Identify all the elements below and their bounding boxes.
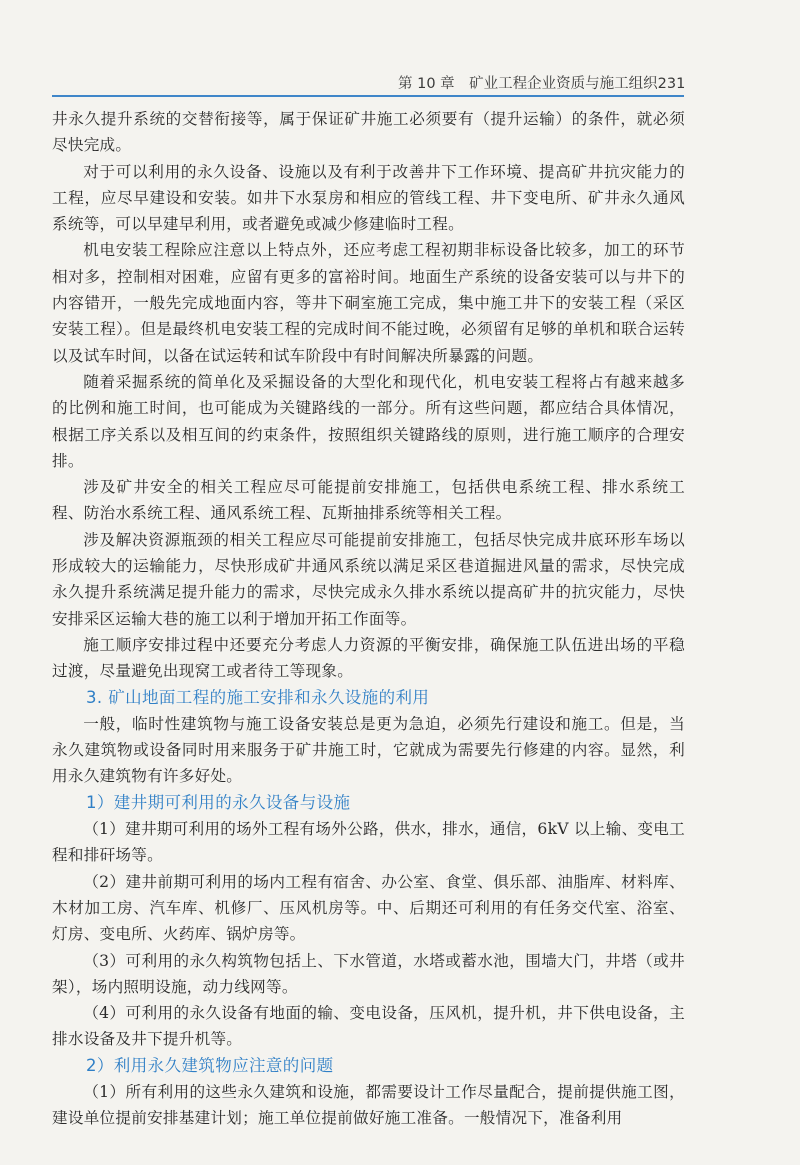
list-item: （1）建井期可利用的场外工程有场外公路，供水，排水，通信，6kV 以上输、变电工程和排矸场等。: [52, 820, 685, 865]
list-item: （2）建井前期可利用的场内工程有宿舍、办公室、食堂、俱乐部、油脂库、材料库、木材加工房、汽车库、机修厂、压风机房等。中、后期还可利用的有任务交代室、浴室、灯房、变电所、火药库、锅炉房等。: [52, 872, 685, 944]
paragraph: 涉及矿井安全的相关工程应尽可能提前安排施工，包括供电系统工程、排水系统工程、防治水系统工程、通风系统工程、瓦斯抽排系统等相关工程。: [52, 478, 685, 523]
section-heading: 3. 矿山地面工程的施工安排和永久设施的利用: [86, 687, 430, 707]
page-number: 231: [657, 76, 686, 92]
list-item: （4）可利用的永久设备有地面的输、变电设备，压风机，提升机，井下供电设备，主排水设备及井下提升机等。: [52, 1004, 685, 1049]
paragraph: 机电安装工程除应注意以上特点外，还应考虑工程初期非标设备比较多，加工的环节相对多，控制相对困难，应留有更多的富裕时间。地面生产系统的设备安装可以与井下的内容错开，一般先完成地面内容，等井下硐室施工完成，集中施工井下的安装工程（采区安装工程）。但是最终机电安装工程的完成时间不能过晚，必须留有足够的单机和联合运转以及试车时间，以备在试运转和试车阶段中有时间解决所暴露的问题。: [52, 241, 685, 365]
subsection-heading: 1）建井期可利用的永久设备与设施: [86, 792, 351, 812]
paragraph: 对于可以利用的永久设备、设施以及有利于改善井下工作环境、提高矿井抗灾能力的工程，应尽早建设和安装。如井下水泵房和相应的管线工程、井下变电所、矿井永久通风系统等，可以早建早利用，或者避免或减少修建临时工程。: [52, 162, 685, 234]
chapter-title: 第 10 章 矿业工程企业资质与施工组织: [398, 76, 658, 92]
header-rule: [52, 95, 684, 97]
paragraph: 施工顺序安排过程中还要充分考虑人力资源的平衡安排，确保施工队伍进出场的平稳过渡，尽量避免出现窝工或者待工等现象。: [52, 635, 685, 681]
paragraph: 涉及解决资源瓶颈的相关工程应尽可能提前安排施工，包括尽快完成井底环形车场以形成较大的运输能力，尽快形成矿井通风系统以满足采区巷道掘进风量的需求，尽快完成永久提升系统满足提升能力的需求，尽快完成永久排水系统以提高矿井的抗灾能力，尽快安排采区运输大巷的施工以利于增加开拓工作面等。: [52, 530, 685, 628]
paragraph: 一般，临时性建筑物与施工设备安装总是更为急迫，必须先行建设和施工。但是，当永久建筑物或设备同时用来服务于矿井施工时，它就成为需要先行修建的内容。显然，利用永久建筑物有许多好处。: [52, 714, 685, 786]
list-item: （3）可利用的永久构筑物包括上、下水管道，水塔或蓄水池，围墙大门，井塔（或井架），场内照明设施，动力线网等。: [52, 951, 685, 996]
paragraph: 井永久提升系统的交替衔接等，属于保证矿井施工必须要有（提升运输）的条件，就必须尽快完成。: [52, 110, 685, 155]
running-header: [398, 72, 684, 93]
list-item: （1）所有利用的这些永久建筑和设施，都需要设计工作尽量配合，提前提供施工图，建设单位提前安排基建计划；施工单位提前做好施工准备。一般情况下，准备利用: [52, 1082, 685, 1128]
paragraph: 随着采掘系统的简单化及采掘设备的大型化和现代化，机电安装工程将占有越来越多的比例和施工时间，也可能成为关键路线的一部分。所有这些问题，都应结合具体情况，根据工序关系以及相互间的约束条件，按照组织关键路线的原则，进行施工顺序的合理安排。: [52, 372, 685, 470]
subsection-heading: 2）利用永久建筑物应注意的问题: [86, 1055, 334, 1075]
page-body: [52, 106, 685, 1132]
